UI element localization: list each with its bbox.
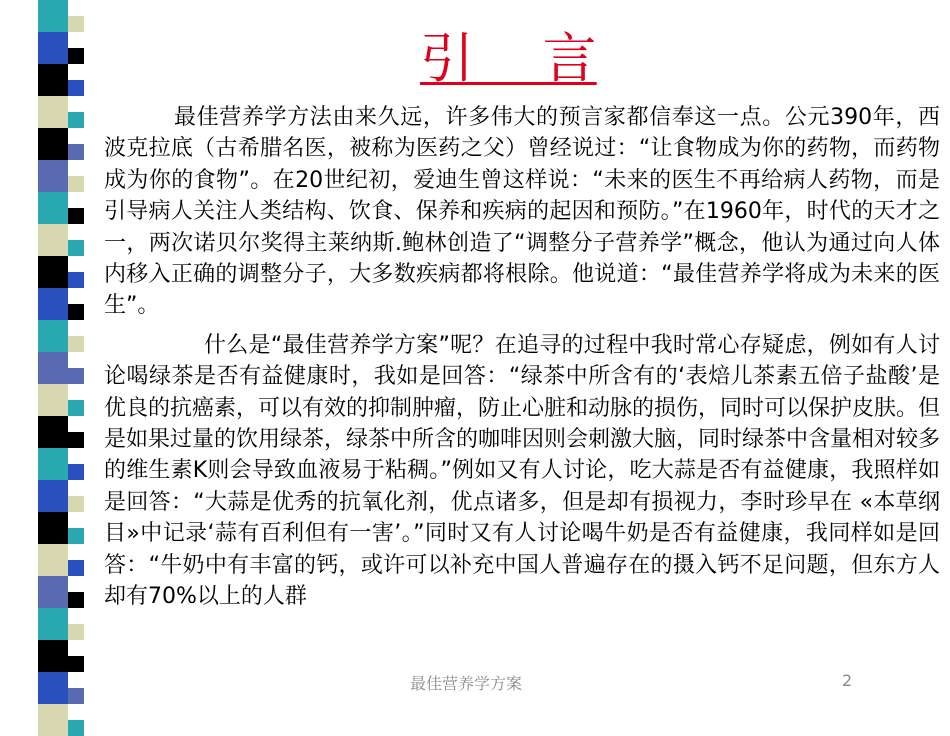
stripe-block bbox=[68, 496, 84, 512]
stripe-block bbox=[38, 416, 68, 448]
stripe-block bbox=[38, 576, 68, 608]
stripe-block bbox=[68, 464, 84, 480]
stripe-block bbox=[68, 16, 84, 32]
stripe-block bbox=[38, 0, 68, 32]
paragraph-question: 什么是“最佳营养学方案”呢？在追寻的过程中我时常心存疑虑，例如有人讨论喝绿茶是否有益健康时，我如是回答：“绿茶中所含有的‘表焙儿茶素五倍子盐酸’是优良的抗癌素，可以有效的抑制肿瘤，防止心脏和动脉的损伤，同时可以保护皮肤。但是如果过量的饮用绿茶，绿茶中所含的咖啡因则会刺激大脑，同时绿茶中含量相对较多的维生素K则会导致血液易于粘稠。”例如又有人讨论，吃大蒜是否有益健康，我照样如是回答：“大蒜是优秀的抗氧化剂，优点诸多，但是却有损视力，李时珍早在 «本草纲目»中记录‘蒜有百利但有一害’。”同时又有人讨论喝牛奶是否有益健康，我同样如是回答：“牛奶中有丰富的钙，或许可以补充中国人普遍存在的摄入钙不足问题，但东方人却有70%以上的人群 bbox=[104, 332, 940, 610]
stripe-block bbox=[68, 560, 84, 576]
stripe-block bbox=[38, 544, 68, 576]
stripe-block bbox=[38, 448, 68, 480]
stripe-block bbox=[38, 64, 68, 96]
stripe-block bbox=[38, 128, 68, 160]
stripe-block bbox=[38, 320, 68, 352]
stripe-block bbox=[68, 48, 84, 64]
stripe-block bbox=[68, 592, 84, 608]
footer-title: 最佳营养学方案 bbox=[410, 674, 523, 693]
stripe-block bbox=[38, 256, 68, 288]
stripe-block bbox=[38, 640, 68, 672]
stripe-block bbox=[38, 512, 68, 544]
stripe-block bbox=[68, 624, 84, 640]
stripe-block bbox=[38, 96, 68, 128]
stripe-block bbox=[68, 208, 84, 224]
stripe-block bbox=[38, 672, 68, 704]
stripe-block bbox=[68, 368, 84, 384]
stripe-block bbox=[68, 80, 84, 96]
decorative-stripe bbox=[0, 0, 96, 713]
stripe-block bbox=[38, 160, 68, 192]
stripe-block bbox=[38, 352, 68, 384]
stripe-block bbox=[38, 288, 68, 320]
stripe-block bbox=[68, 400, 84, 416]
stripe-block bbox=[68, 240, 84, 256]
stripe-block bbox=[38, 384, 68, 416]
stripe-block bbox=[38, 32, 68, 64]
paragraph-intro: 最佳营养学方法由来久远，许多伟大的预言家都信奉这一点。公元390年，西波克拉底（古希腊名医，被称为医药之父）曾经说过：“让食物成为你的药物，而药物成为你的食物”。在20世纪初，爱迪生曾这样说：“未来的医生不再给病人药物，而是引导病人关注人类结构、饮食、保养和疾病的起因和预防。”在1960年，时代的天才之一，两次诺贝尔奖得主莱纳斯.鲍林创造了“调整分子营养学”概念，他认为通过向人体内移入正确的调整分子，大多数疾病都将根除。他说道：“最佳营养学将成为未来的医生”。 bbox=[104, 105, 940, 319]
stripe-block bbox=[38, 480, 68, 512]
stripe-block bbox=[68, 336, 84, 352]
stripe-block bbox=[68, 112, 84, 128]
stripe-block bbox=[68, 656, 84, 672]
stripe-block bbox=[68, 432, 84, 448]
stripe-block bbox=[38, 192, 68, 224]
stripe-block bbox=[68, 144, 84, 160]
stripe-block bbox=[68, 528, 84, 544]
page-number: 2 bbox=[842, 671, 853, 690]
stripe-block bbox=[38, 608, 68, 640]
stripe-block bbox=[38, 704, 68, 736]
slide-body bbox=[104, 102, 940, 713]
stripe-block bbox=[68, 304, 84, 320]
stripe-block bbox=[38, 224, 68, 256]
stripe-block bbox=[68, 720, 84, 736]
slide-title: 引 言 bbox=[420, 27, 597, 90]
stripe-block bbox=[68, 688, 84, 704]
stripe-block bbox=[68, 272, 84, 288]
stripe-block bbox=[68, 176, 84, 192]
